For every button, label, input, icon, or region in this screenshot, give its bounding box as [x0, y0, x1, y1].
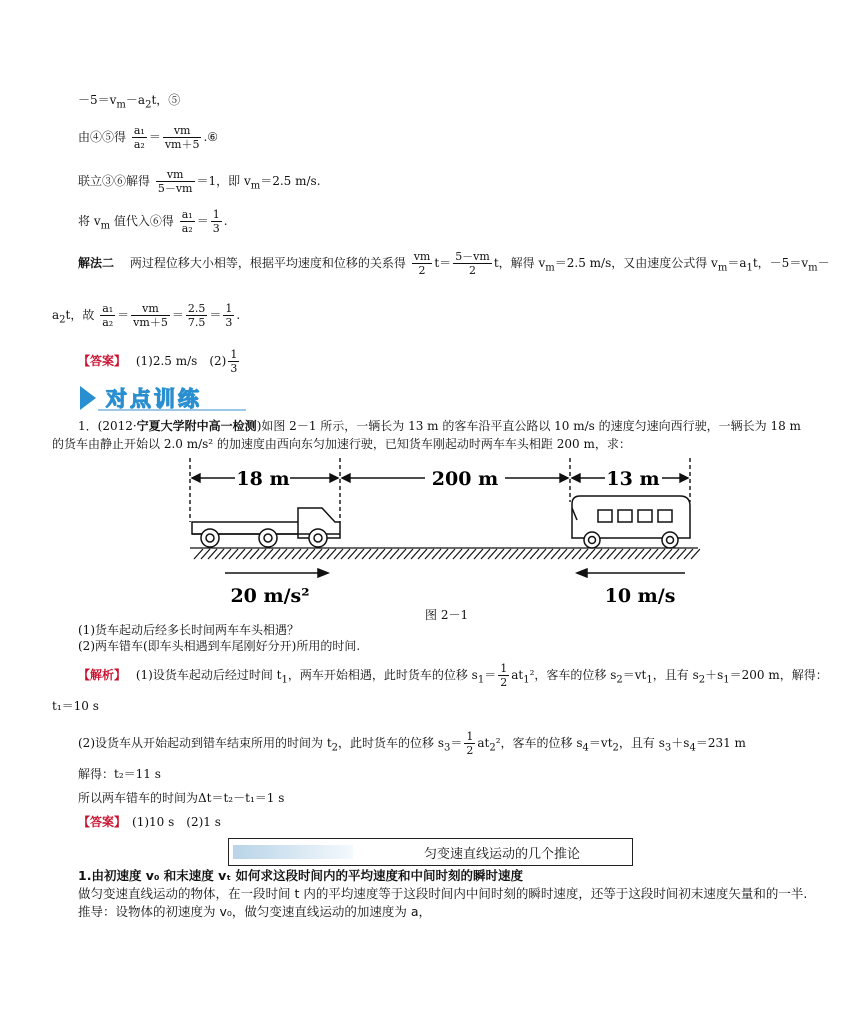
eq-line-solve: 联立③⑥解得 $\frac{vm}{5-vm}$ ＝1，即 $v_m=2.5$ m/s. — [78, 168, 321, 195]
answer-two: 【答案】 (1)10 s (2)1 s — [78, 815, 221, 829]
svg-text:18 m: 18 m — [236, 468, 290, 490]
method-two-cont: $a_2t$，故 $\frac{\text{a₁}}{\text{a₂}}$ ＝ $\frac{vm}{vm+5}$ ＝ $\frac{2.5}{7.5}$ ＝ $\frac{1}{3}$ . — [52, 302, 241, 329]
analysis-result-3: 所以两车错车的时间为Δt＝t₂－t₁＝1 s — [78, 791, 285, 805]
problem-line-2: 的货车由静止开始以 2.0 m/s² 的加速度由西向东匀加速行驶，已知货车刚起动时两车车头相距 200 m，求： — [52, 437, 631, 451]
eq-line-5: $-5=v_m-a_2t$，⑤ — [78, 93, 181, 111]
svg-text:200 m: 200 m — [431, 468, 499, 490]
problem-line-1: 1．(2012·宁夏大学附中高一检测)如图 2－1 所示，一辆长为 13 m 的客车沿平直公路以 10 m/s 的速度匀速向西行驶，一辆长为 18 m — [78, 419, 801, 433]
svg-text:对点训练: 对点训练 — [106, 387, 202, 411]
frac-a1-a2: $\frac{\text{a₁}}{\text{a₂}}$ — [133, 124, 145, 151]
left-arrow-icon — [577, 569, 587, 577]
section-title: 匀变速直线运动的几个推论 — [424, 847, 581, 862]
method-two-line: 解法二 两过程位移大小相等，根据平均速度和位移的关系得 $\frac{vm}{2}$ t＝ $\frac{5-vm}{2}$ t，解得 $v_m=2.5$ m/s，又由速度公式得 $v_m=a_1t$，$-5=v_m-$ — [78, 250, 830, 277]
right-arrow-icon — [318, 569, 328, 577]
svg-text:10 m/s: 10 m/s — [604, 585, 676, 607]
ground-hatch — [190, 548, 700, 559]
banner-arrow-icon — [80, 386, 96, 410]
analysis-result-1: t₁＝10 s — [52, 699, 99, 713]
section-header — [228, 838, 633, 866]
answer-one: 【答案】 (1)2.5 m/s (2) $\frac{1}{3}$ — [78, 348, 238, 375]
bus-icon — [572, 496, 690, 548]
analysis-line-1: 【解析】 (1)设货车起动后经过时间 $t_1$，两车开始相遇，此时货车的位移 $s_1=$ $\frac{1}{2}$ $at_1^2$，客车的位移 $s_2=vt_1$，且有 $s_2+s_1=200$ m，解得： — [78, 662, 828, 689]
svg-text:13 m: 13 m — [606, 468, 660, 490]
practice-banner — [78, 383, 248, 413]
eq-line-substitute: 将 $v_m$ 值代入⑥得 $\frac{\text{a₁}}{\text{a₂}}$ ＝ $\frac{1}{3}$ . — [78, 208, 228, 235]
sub-heading: 1.由初速度 v₀ 和末速度 vₜ 如何求这段时间内的平均速度和中间时刻的瞬时速度 — [78, 868, 523, 883]
truck-icon — [192, 508, 340, 547]
question-1: (1)货车起动后经多长时间两车车头相遇？ — [78, 623, 299, 637]
analysis-result-2: 解得：t₂＝11 s — [78, 767, 161, 781]
figure-2-1 — [180, 452, 700, 612]
sub-paragraph-2: 推导：设物体的初速度为 v₀，做匀变速直线运动的加速度为 a， — [78, 904, 432, 919]
frac-vm-vm5: $\frac{vm}{vm+5}$ — [164, 124, 200, 151]
svg-text:20 m/s²: 20 m/s² — [230, 585, 310, 607]
analysis-line-2: (2)设货车从开始起动到错车结束所用的时间为 $t_2$，此时货车的位移 $s_3=$ $\frac{1}{2}$ $at_2^2$，客车的位移 $s_4=vt_2$，且有 $s_3+s_4=231$ m — [78, 730, 746, 757]
section-decoration — [233, 845, 353, 859]
eq-line-6: 由④⑤得 $\frac{\text{a₁}}{\text{a₂}}$ ＝ $\frac{vm}{vm+5}$ .⑥ — [78, 124, 219, 151]
sub-paragraph-1: 做匀变速直线运动的物体，在一段时间 t 内的平均速度等于这段时间内中间时刻的瞬时速度，还等于这段时间初末速度矢量和的一半. — [78, 886, 808, 901]
figure-caption: 图 2－1 — [425, 608, 469, 622]
question-2: (2)两车错车(即车头相遇到车尾刚好分开)所用的时间. — [78, 639, 361, 653]
